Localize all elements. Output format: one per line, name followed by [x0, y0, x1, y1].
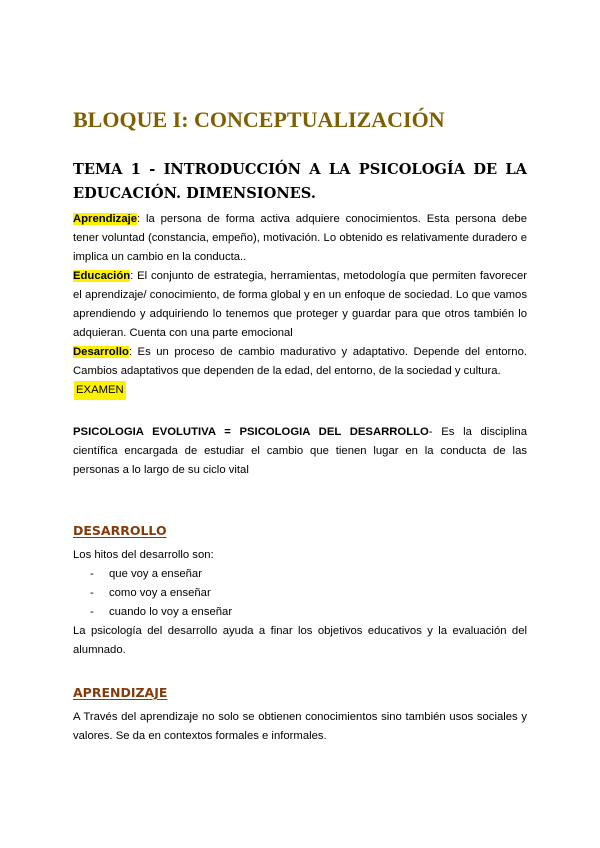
definition-desarrollo: [73, 343, 527, 381]
definition-desarrollo-text: : Es un proceso de cambio madurativo y adaptativo. Depende del entorno. Cambios adaptativos que dependen de la edad, del entorno, de la sociedad y cultura.: [73, 346, 527, 377]
definitions-block: [73, 210, 527, 400]
aprendizaje-heading: APRENDIZAJE: [73, 685, 168, 700]
definition-aprendizaje-text: : la persona de forma activa adquiere conocimientos. Esta persona debe tener voluntad (constancia, empeño), motivación. Lo obtenido es relativamente duradero e implica un cambio en la conducta..: [73, 213, 527, 263]
definition-aprendizaje: [73, 210, 527, 267]
list-item-text: cuando lo voy a enseñar: [109, 606, 233, 618]
block-title: BLOQUE I: CONCEPTUALIZACIÓN: [73, 107, 445, 132]
psicologia-block: [73, 423, 527, 480]
list-dash: -: [90, 568, 94, 580]
desarrollo-intro: Los hitos del desarrollo son:: [73, 549, 214, 561]
list-item: [73, 565, 527, 584]
hitos-list: [73, 565, 527, 622]
exam-label: EXAMEN: [74, 381, 126, 400]
term-educacion: Educación: [73, 270, 131, 282]
term-desarrollo: Desarrollo: [73, 346, 129, 358]
desarrollo-closing: La psicología del desarrollo ayuda a finar los objetivos educativos y la evaluación del alumnado.: [73, 625, 527, 656]
definition-educacion: [73, 267, 527, 343]
tema-heading: TEMA 1 - INTRODUCCIÓN A LA PSICOLOGÍA DE LA EDUCACIÓN. DIMENSIONES.: [73, 161, 527, 202]
list-dash: -: [90, 606, 94, 618]
list-item: [73, 584, 527, 603]
psicologia-text: - Es la disciplina científica encargada de estudiar el cambio que tienen lugar en la conducta de las personas a lo largo de su ciclo vital: [73, 426, 527, 476]
list-item-text: que voy a enseñar: [109, 568, 202, 580]
definition-educacion-text: : El conjunto de estrategia, herramientas, metodología que permiten favorecer el aprendizaje/ conocimiento, de forma global y en un enfoque de sociedad. Lo que vamos aprendiendo y adquiriendo lo tenemos que proteger y guardar para que otros también lo adquieran. Cuenta con una parte emocional: [73, 270, 527, 339]
list-item-text: como voy a enseñar: [109, 587, 211, 599]
term-aprendizaje: Aprendizaje: [73, 213, 138, 225]
list-item: [73, 603, 527, 622]
desarrollo-heading: DESARROLLO: [73, 523, 167, 538]
list-dash: -: [90, 587, 94, 599]
psicologia-term: PSICOLOGIA EVOLUTIVA = PSICOLOGIA DEL DESARROLLO: [73, 426, 429, 438]
desarrollo-section: [73, 546, 527, 660]
psicologia-paragraph: [73, 423, 527, 480]
aprendizaje-section: [73, 708, 527, 746]
exam-line: [73, 381, 527, 400]
aprendizaje-paragraph: A Través del aprendizaje no solo se obtienen conocimientos sino también usos sociales y valores. Se da en contextos formales e informales.: [73, 711, 527, 742]
